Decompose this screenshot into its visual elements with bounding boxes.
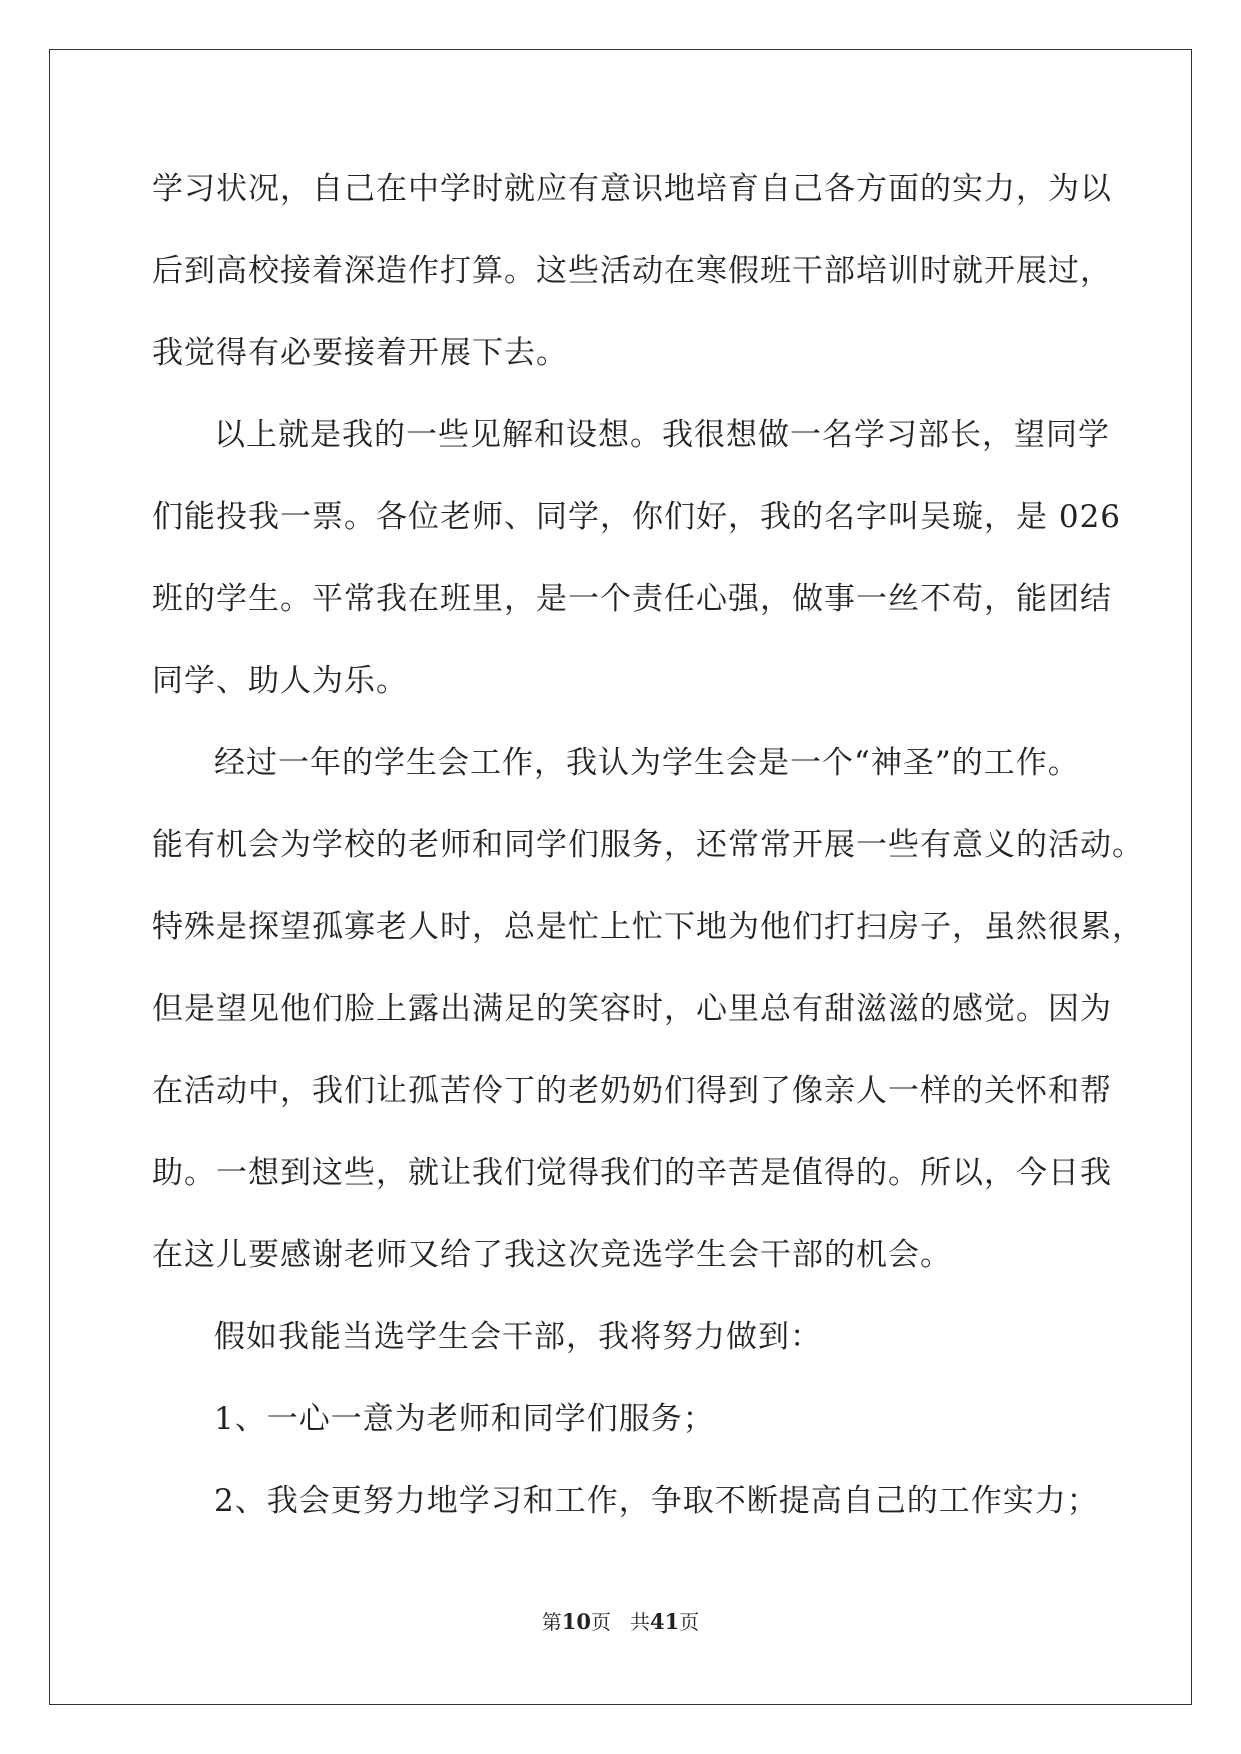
- text-line: 特殊是探望孤寡老人时，总是忙上忙下地为他们打扫房子，虽然很累，: [152, 909, 1144, 945]
- text-line: 我觉得有必要接着开展下去。: [152, 335, 568, 371]
- footer-middle: 页 共: [590, 1610, 651, 1634]
- text-line: 经过一年的学生会工作，我认为学生会是一个“神圣”的工作。: [214, 745, 1080, 781]
- text-line: 后到高校接着深造作打算。这些活动在寒假班干部培训时就开展过，: [152, 253, 1112, 289]
- text-line: 能有机会为学校的老师和同学们服务，还常常开展一些有意义的活动。: [152, 827, 1144, 863]
- text-line: 但是望见他们脸上露出满足的笑容时，心里总有甜滋滋的感觉。因为: [152, 991, 1112, 1027]
- text-line: 以上就是我的一些见解和设想。我很想做一名学习部长，望同学: [214, 417, 1110, 453]
- text-line: 学习状况，自己在中学时就应有意识地培育自己各方面的实力，为以: [152, 171, 1112, 207]
- document-body: [152, 162, 1144, 1556]
- text-line: 假如我能当选学生会干部，我将努力做到：: [214, 1319, 822, 1355]
- text-line: 1、一心一意为老师和同学们服务；: [214, 1401, 715, 1437]
- text-line: 2、我会更努力地学习和工作，争取不断提高自己的工作实力；: [214, 1483, 1099, 1519]
- footer-suffix: 页: [679, 1610, 700, 1634]
- page-footer: [0, 1606, 1241, 1635]
- text-line: 同学、助人为乐。: [152, 663, 408, 699]
- total-page-count: 41: [650, 1609, 680, 1634]
- footer-prefix: 第: [541, 1610, 562, 1634]
- text-line: 在这儿要感谢老师又给了我这次竞选学生会干部的机会。: [152, 1237, 952, 1273]
- text-line: 们能投我一票。各位老师、同学，你们好，我的名字叫吴璇，是 026: [152, 499, 1122, 535]
- current-page-number: 10: [561, 1609, 591, 1634]
- text-line: 在活动中，我们让孤苦伶丁的老奶奶们得到了像亲人一样的关怀和帮: [152, 1073, 1112, 1109]
- text-line: 班的学生。平常我在班里，是一个责任心强，做事一丝不苟，能团结: [152, 581, 1112, 617]
- text-line: 助。一想到这些，就让我们觉得我们的辛苦是值得的。所以，今日我: [152, 1155, 1112, 1191]
